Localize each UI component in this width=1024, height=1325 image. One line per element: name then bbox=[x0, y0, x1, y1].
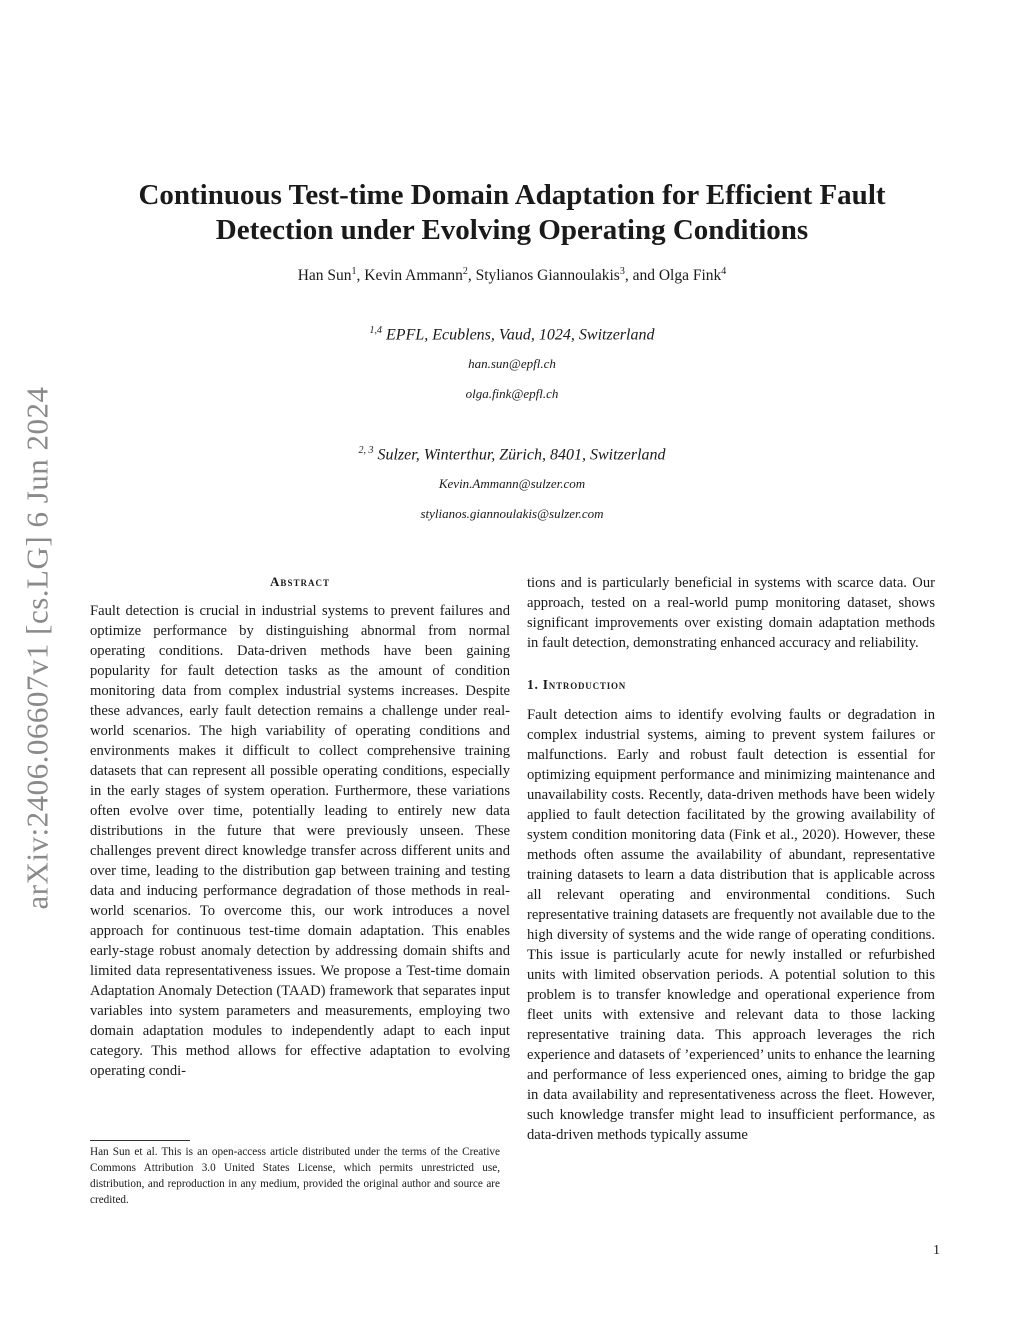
paper-title bbox=[100, 178, 924, 248]
page-number: 1 bbox=[933, 1243, 940, 1258]
left-column bbox=[90, 572, 510, 1081]
affiliation-mark: 1,4 bbox=[369, 325, 383, 336]
paper-title-line-1: Continuous Test-time Domain Adaptation for Efficient Fault bbox=[138, 179, 886, 211]
abstract-paragraph: Fault detection is crucial in industrial systems to prevent failures and optimize performance by distinguishing abnormal from normal operating conditions. Data-driven methods have been gaining popularity for fault detection tasks as the amount of condition monitoring data from complex industrial systems increases. Despite these advances, early fault detection remains a challenge under real-world scenarios. The high variability of operating conditions and environments makes it difficult to collect comprehensive training datasets that can represent all possible operating conditions, especially in the early stages of system operation. Furthermore, these variations often evolve over time, potentially leading to entirely new data distributions in the future that were previously unseen. These challenges prevent direct knowledge transfer across different units and over time, leading to the distribution gap between training and testing data and inducing performance degradation of those methods in real-world scenarios. To overcome this, our work introduces a novel approach for continuous test-time domain adaptation. This enables early-stage robust anomaly detection by addressing domain shifts and limited data representativeness issues. We propose a Test-time domain Adaptation Anomaly Detection (TAAD) framework that separates input variables into system parameters and measurements, employing two domain adaptation modules to independently adapt to each input category. This method allows for effective adaptation to evolving operating condi- bbox=[90, 603, 510, 1079]
affiliation-text: EPFL, Ecublens, Vaud, 1024, Switzerland bbox=[386, 326, 655, 344]
email-address[interactable]: olga.fink@epfl.ch bbox=[465, 386, 559, 402]
author-affiliation-mark: 1 bbox=[351, 266, 357, 277]
arxiv-identifier: arXiv:2406.06607v1 [cs.LG] 6 Jun 2024 bbox=[20, 386, 55, 910]
section-heading-introduction bbox=[527, 675, 935, 695]
affiliation-epfl bbox=[100, 321, 924, 409]
affiliation-text: Sulzer, Winterthur, Zürich, 8401, Switzerland bbox=[377, 446, 666, 464]
author-affiliation-mark: 4 bbox=[721, 266, 727, 277]
right-column bbox=[527, 573, 935, 1145]
introduction-paragraph: Fault detection aims to identify evolving faults or degradation in complex industrial systems, aiming to prevent system failures or malfunctions. Early and robust fault detection is essential for optimizing equipment performance and minimizing maintenance and unavailability costs. Recently, data-driven methods have been widely applied to fault detection facilitated by the growing availability of system condition monitoring data (Fink et al., 2020). However, these methods often assume the availability of abundant, representative training datasets to learn a data distribution that is applicable across all relevant operating and environmental conditions. Such representative training datasets are frequently not available due to the high diversity of systems and the wide range of operating conditions. This issue is particularly acute for newly installed or refurbished units with limited observation periods. A potential solution to this problem is to transfer knowledge and operational experience from fleet units with extensive and relevant data to those lacking representative training data. This approach leverages the rich experience and datasets of ’experienced’ units to enhance the learning and performance of less experienced ones, aiming to bridge the gap in data availability and representativeness across the fleet. However, such knowledge transfer might lead to insufficient performance, as data-driven methods typically assume bbox=[527, 707, 935, 1143]
author-name: Kevin Ammann bbox=[364, 267, 463, 285]
email-address[interactable]: han.sun@epfl.ch bbox=[468, 356, 556, 372]
author-name: Han Sun bbox=[297, 267, 352, 285]
affiliation-mark: 2, 3 bbox=[358, 445, 374, 456]
author-separator: , bbox=[356, 267, 365, 285]
email-address[interactable]: stylianos.giannoulakis@sulzer.com bbox=[420, 506, 604, 522]
abstract-heading: Abstract bbox=[270, 574, 330, 589]
author-separator: , and bbox=[624, 267, 659, 285]
author-affiliation-mark: 2 bbox=[462, 266, 468, 277]
arxiv-sidebar-stamp bbox=[14, 368, 62, 928]
author-list bbox=[100, 266, 924, 285]
author-name: Stylianos Giannoulakis bbox=[475, 267, 620, 285]
section-title: Introduction bbox=[542, 677, 627, 692]
abstract-continuation: tions and is particularly beneficial in systems with scarce data. Our approach, tested on a real-world pump monitoring dataset, shows significant improvements over existing domain adaptation methods in fault detection, demonstrating enhanced accuracy and reliability. bbox=[527, 575, 935, 651]
license-footnote: Han Sun et al. This is an open-access article distributed under the terms of the Creative Commons Attribution 3.0 United States License, which permits unrestricted use, distribution, and reproduction in any medium, provided the original author and source are credited. bbox=[90, 1146, 500, 1206]
email-address[interactable]: Kevin.Ammann@sulzer.com bbox=[438, 476, 586, 492]
author-separator: , bbox=[467, 267, 476, 285]
footnote-divider bbox=[90, 1140, 190, 1141]
paper-title-line-2: Detection under Evolving Operating Conditions bbox=[215, 214, 809, 246]
section-number: 1. bbox=[527, 677, 539, 692]
affiliation-sulzer bbox=[100, 441, 924, 529]
author-affiliation-mark: 3 bbox=[619, 266, 625, 277]
author-name: Olga Fink bbox=[658, 267, 722, 285]
affiliation-line bbox=[100, 441, 924, 465]
affiliation-line bbox=[100, 321, 924, 345]
